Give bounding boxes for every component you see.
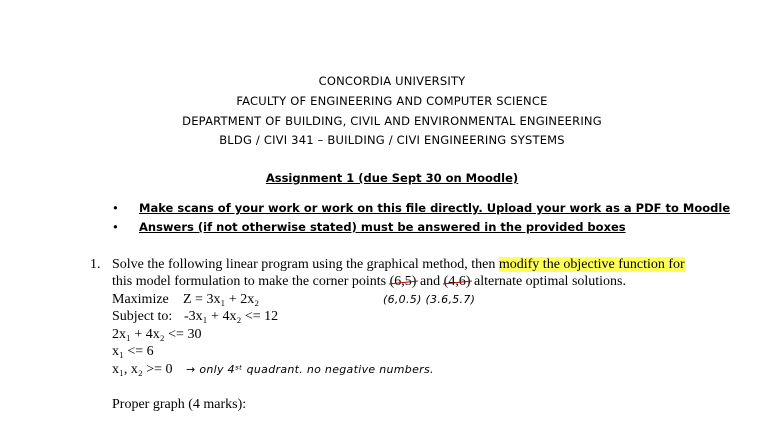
constraint-2: 2x₁ + 4x₂ <= 30 xyxy=(112,327,202,342)
objective-function: Z = 3x₁ + 2x₂ xyxy=(183,292,260,307)
handwritten-note: → only 4ˢᵗ quadrant. no negative numbers. xyxy=(186,363,434,376)
struck-point-2: (4,6) xyxy=(443,274,471,289)
maximize-label: Maximize xyxy=(112,292,169,307)
question-text: and xyxy=(416,274,444,289)
question-text: Solve the following linear program using the graphical method, then xyxy=(112,257,499,272)
question-line-2 xyxy=(112,274,626,290)
question-text: alternate optimal solutions. xyxy=(470,274,627,289)
question-text: this model formulation to make the corner points xyxy=(112,274,390,289)
question-number: 1. xyxy=(90,257,101,272)
struck-point-1: (6,5) xyxy=(389,274,417,289)
course-title: BLDG / CIVI 341 – BUILDING / CIVI ENGINEERING SYSTEMS xyxy=(219,133,565,147)
graph-label: Proper graph (4 marks): xyxy=(112,397,247,412)
university-name: CONCORDIA UNIVERSITY xyxy=(318,74,466,88)
constraint-3: x₁ <= 6 xyxy=(112,344,154,359)
assignment-title: Assignment 1 (due Sept 30 on Moodle) xyxy=(265,171,519,185)
handwritten-corrections: (6,0.5) (3.6,5.7) xyxy=(383,293,476,306)
question-line-1 xyxy=(112,257,685,273)
bullet-icon: • xyxy=(112,220,119,234)
constraint-1: -3x₁ + 4x₂ <= 12 xyxy=(184,309,279,324)
highlighted-text: modify the objective function for xyxy=(498,257,685,272)
faculty-name: FACULTY OF ENGINEERING AND COMPUTER SCIENCE xyxy=(236,94,548,108)
subject-to-label: Subject to: xyxy=(112,309,173,324)
department-name: DEPARTMENT OF BUILDING, CIVIL AND ENVIRONMENTAL ENGINEERING xyxy=(182,114,602,128)
bullet-icon: • xyxy=(112,201,119,215)
instruction-text: Make scans of your work or work on this file directly. Upload your work as a PDF to Moodle xyxy=(139,201,731,215)
instruction-text: Answers (if not otherwise stated) must be answered in the provided boxes xyxy=(139,220,626,234)
constraint-4: x₁, x₂ >= 0 xyxy=(112,362,173,377)
